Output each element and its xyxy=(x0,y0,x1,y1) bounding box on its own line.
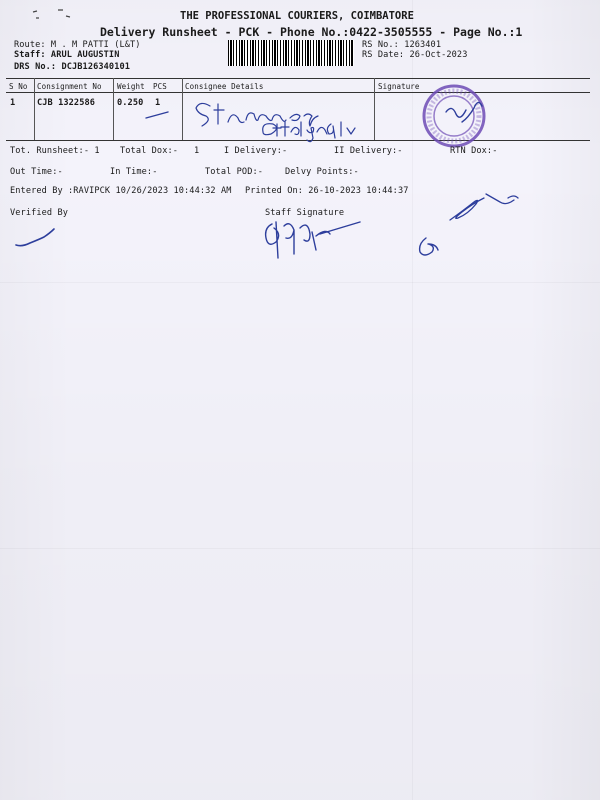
printed-on: Printed On: 26-10-2023 10:44:37 xyxy=(245,186,409,196)
col-header-signature: Signature xyxy=(378,82,420,91)
col-header-sno: S No xyxy=(9,82,28,91)
out-time: Out Time:- xyxy=(10,167,63,177)
fold-crease xyxy=(0,548,600,549)
rtn-dox: RTN Dox:- xyxy=(450,146,498,156)
drs-number: DRS No.: DCJB126340101 xyxy=(14,62,131,72)
row-weight: 0.250 xyxy=(117,98,144,108)
staff-signature-label: Staff Signature xyxy=(265,208,345,218)
verifier-signature xyxy=(10,225,70,255)
fold-crease xyxy=(0,282,600,283)
total-dox-value: 1 xyxy=(194,146,200,156)
handwritten-consignee-line2 xyxy=(255,118,375,146)
table-top-rule xyxy=(6,78,590,79)
row-consignment-no: CJB 1322586 xyxy=(37,98,96,108)
route-label: Route: M . M PATTI (L&T) xyxy=(14,40,141,50)
column-divider xyxy=(113,78,114,140)
company-name: THE PROFESSIONAL COURIERS, COIMBATORE xyxy=(180,10,414,22)
receiver-signature xyxy=(400,186,540,266)
row-pcs: 1 xyxy=(155,98,161,108)
staff-signature xyxy=(258,212,368,268)
table-header-rule xyxy=(6,92,590,93)
rs-number: RS No.: 1263401 xyxy=(362,40,442,50)
runsheet-title: Delivery Runsheet - PCK - Phone No.:0422-3505555 - Page No.:1 xyxy=(100,25,523,39)
delvy-points: Delvy Points:- xyxy=(285,167,359,177)
courier-stamp xyxy=(412,82,502,154)
entered-by: Entered By :RAVIPCK 10/26/2023 10:44:32 AM xyxy=(10,186,232,196)
verified-by-label: Verified By xyxy=(10,208,69,218)
column-divider xyxy=(34,78,35,140)
pen-marks xyxy=(28,6,78,26)
total-pod: Total POD:- xyxy=(205,167,264,177)
total-dox-label: Total Dox:- xyxy=(120,146,179,156)
i-delivery: I Delivery:- xyxy=(224,146,288,156)
staff-label: Staff: ARUL AUGUSTIN xyxy=(14,50,120,60)
rs-date: RS Date: 26-Oct-2023 xyxy=(362,50,468,60)
in-time: In Time:- xyxy=(110,167,158,177)
col-header-consignment: Consignment No xyxy=(37,82,102,91)
col-header-weight: Weight xyxy=(117,82,145,91)
row-sno: 1 xyxy=(10,98,16,108)
barcode xyxy=(228,40,354,66)
tot-runsheet: Tot. Runsheet:- 1 xyxy=(10,146,100,156)
ii-delivery: II Delivery:- xyxy=(334,146,403,156)
col-header-pcs: PCS xyxy=(153,82,167,91)
col-header-consignee: Consignee Details xyxy=(185,82,264,91)
